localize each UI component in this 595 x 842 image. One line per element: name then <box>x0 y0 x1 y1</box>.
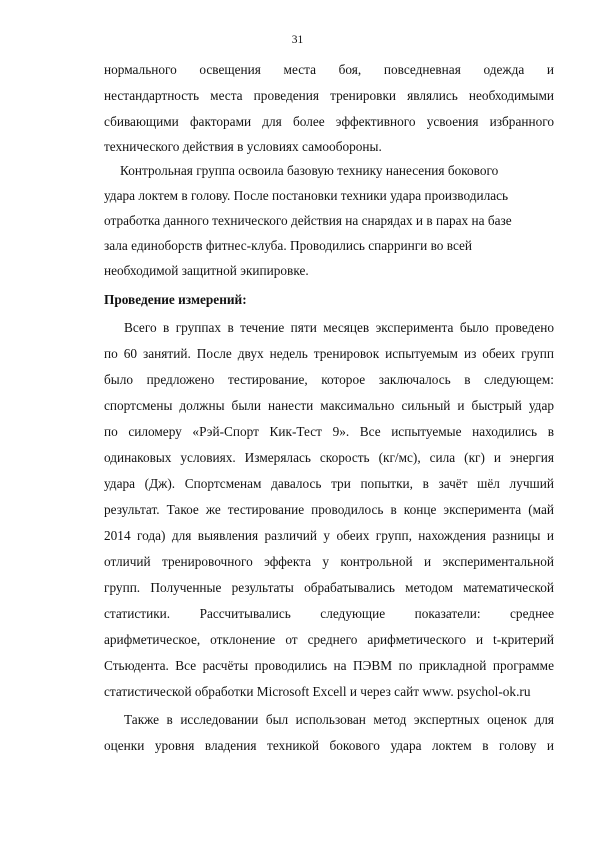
text-line: статистики. Рассчитывались следующие показатели: среднее <box>104 606 554 621</box>
text-line: статистической обработки Microsoft Excell и через сайт www. psychol-ok.ru <box>104 684 531 699</box>
text-line: технического действия в условиях самообороны. <box>104 139 382 154</box>
text-line: нормального освещения места боя, повседневная одежда и <box>104 62 554 77</box>
page-number: 31 <box>291 34 304 46</box>
text-line: оценки уровня владения техникой бокового удара локтем в голову и <box>104 738 554 753</box>
text-line: зала единоборств фитнес-клуба. Проводились спарринги во всей <box>104 238 473 253</box>
text-line: удара (Дж). Спортсменам давалось три попытки, в зачёт шёл лучший <box>104 476 554 491</box>
text-line: спортсмены должны были нанести максимально сильный и быстрый удар <box>104 398 554 413</box>
text-line: Всего в группах в течение пяти месяцев эксперимента было проведено <box>124 320 554 335</box>
text-line: 2014 года) для выявления различий у обеих групп, нахождения разницы и <box>104 528 554 543</box>
text-line: необходимой защитной экипировке. <box>104 263 309 278</box>
text-line: одинаковых условиях. Измерялась скорость (кг/мс), сила (кг) и энергия <box>104 450 554 465</box>
text-line: арифметическое, отклонение от среднего арифметического и t-критерий <box>104 632 554 647</box>
text-line: отличий тренировочного эффекта у контрольной и экспериментальной <box>104 554 554 569</box>
text-line: удара локтем в голову. После постановки техники удара производилась <box>104 188 509 203</box>
text-line: сбивающими факторами для более эффективного усвоения избранного <box>104 114 554 129</box>
text-line: отработка данного технического действия на снарядах и в парах на базе <box>104 213 512 228</box>
text-line: Также в исследовании был использован метод экспертных оценок для <box>124 712 554 727</box>
text-line: Контрольная группа освоила базовую технику нанесения бокового <box>120 163 499 178</box>
section-heading: Проведение измерений: <box>104 292 247 307</box>
text-line: было предложено тестирование, которое заключалось в следующем: <box>104 372 554 387</box>
text-line: по 60 занятий. После двух недель тренировок испытуемым из обеих групп <box>104 346 554 361</box>
text-line: по силомеру «Рэй-Спорт Кик-Тест 9». Все испытуемые находились в <box>104 424 554 439</box>
text-line: Стьюдента. Все расчёты проводились на ПЭВМ по прикладной программе <box>104 658 554 673</box>
text-line: групп. Полученные результаты обрабатывались методом математической <box>104 580 554 595</box>
text-line: результат. Такое же тестирование проводилось в конце эксперимента (май <box>104 502 554 517</box>
text-line: нестандартность места проведения тренировки являлись необходимыми <box>104 88 554 103</box>
